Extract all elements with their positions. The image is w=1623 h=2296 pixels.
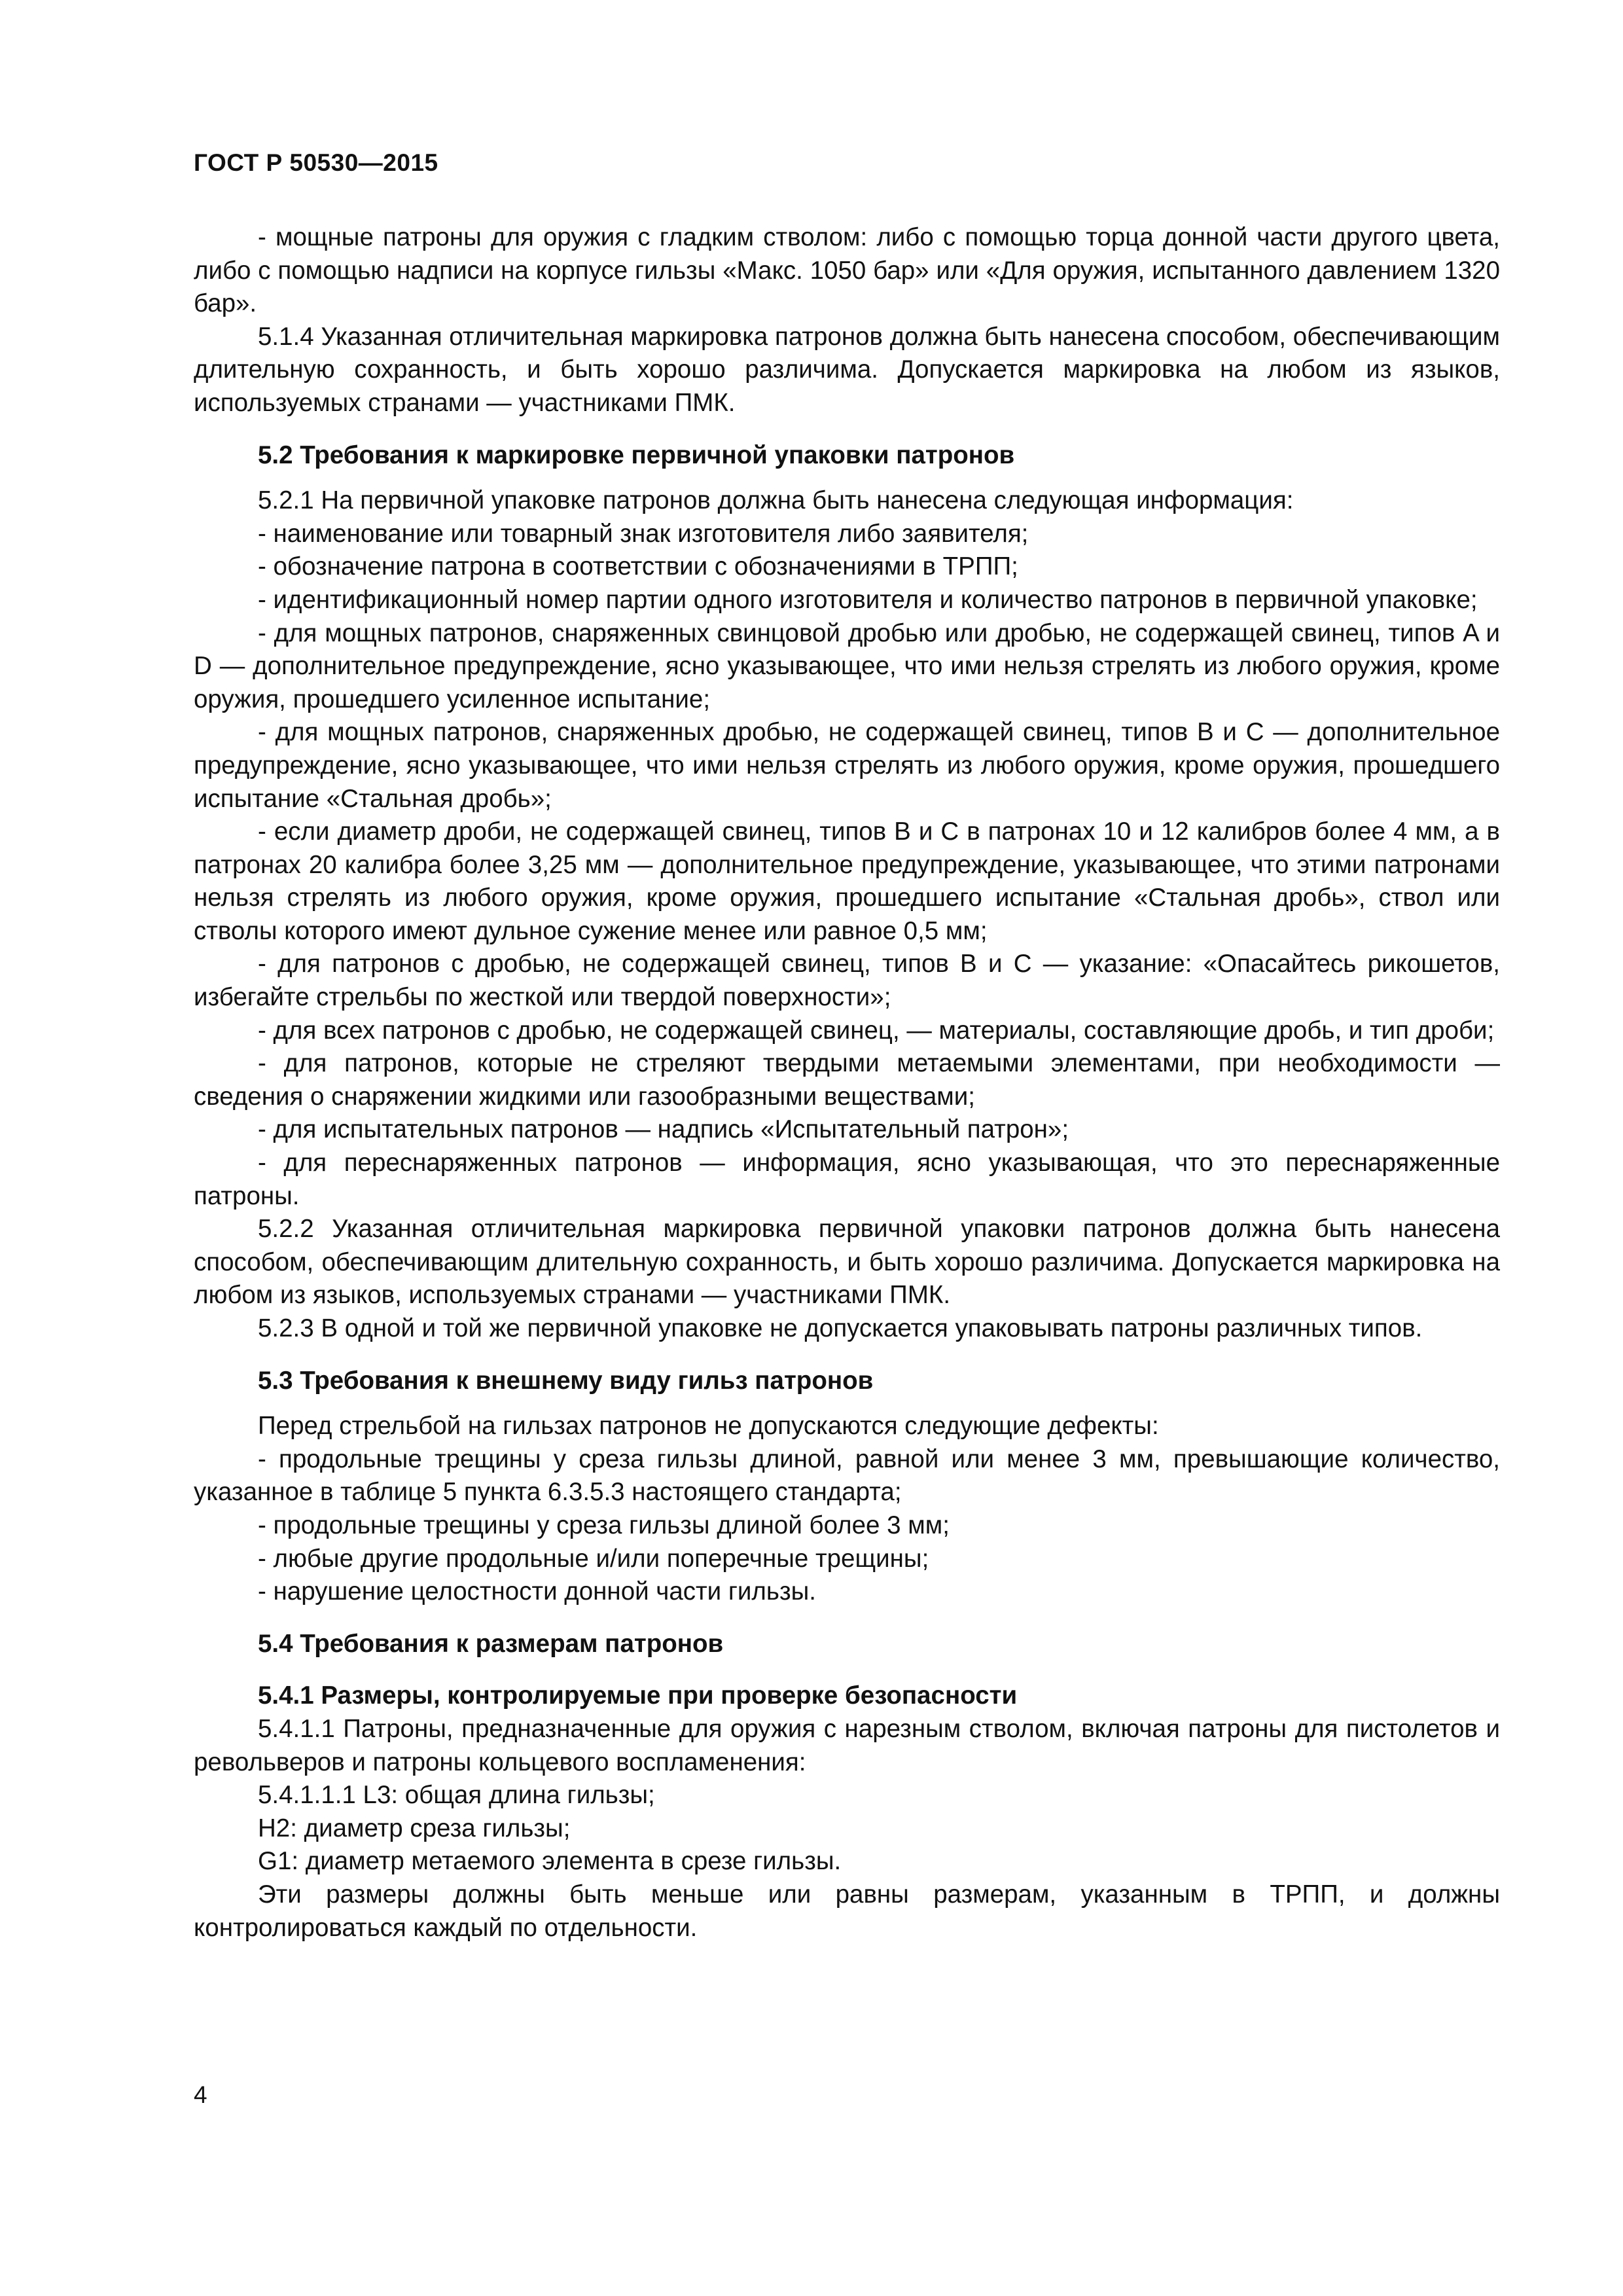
list-item: - для переснаряженных патронов — информация, ясно указывающая, что это переснаряженные патроны. — [194, 1149, 1500, 1210]
list-item: - идентификационный номер партии одного изготовителя и количество патронов в первичной упаковке; — [258, 585, 1478, 614]
paragraph: G1: диаметр метаемого элемента в срезе гильзы. — [258, 1847, 842, 1876]
list-item: - продольные трещины у среза гильзы длиной, равной или менее 3 мм, превышающие количество, указанное в таблице 5 пункта 6.3.5.3 настоящего стандарта; — [194, 1444, 1500, 1507]
list-item: - обозначение патрона в соответствии с обозначениями в ТРПП; — [258, 552, 1018, 581]
paragraph: 5.4.1.1 Патроны, предназначенные для оружия с нарезным стволом, включая патроны для пистолетов и револьверов и патроны кольцевого воспламенения: — [194, 1714, 1500, 1776]
paragraph: Перед стрельбой на гильзах патронов не допускаются следующие дефекты: — [258, 1412, 1159, 1441]
list-item: - наименование или товарный знак изготовителя либо заявителя; — [258, 519, 1029, 548]
list-item: - для испытательных патронов — надпись «Испытательный патрон»; — [258, 1115, 1069, 1144]
section-heading: 5.4 Требования к размерам патронов — [258, 1629, 724, 1658]
subsection-heading: 5.4.1 Размеры, контролируемые при проверке безопасности — [258, 1681, 1018, 1710]
document-code-header: ГОСТ Р 50530—2015 — [194, 149, 438, 176]
list-item: - если диаметр дроби, не содержащей свинец, типов B и C в патронах 10 и 12 калибров более 4 мм, а в патронах 20 калибра более 3,25 мм — дополнительное предупреждение, указывающее, что этими патронами нельзя стрелять из любого оружия, кроме оружия, прошедшего испытание «Стальная дробь», ствол или стволы которого имеют дульное сужение менее или равное 0,5 мм; — [194, 817, 1500, 945]
document-body — [194, 221, 1500, 1945]
paragraph: 5.2.3 В одной и той же первичной упаковке не допускается упаковывать патроны различных типов. — [258, 1314, 1423, 1342]
list-item: - нарушение целостности донной части гильзы. — [258, 1577, 816, 1606]
paragraph: 5.2.2 Указанная отличительная маркировка первичной упаковки патронов должна быть нанесена способом, обеспечивающим длительную сохранность, и быть хорошо различима. Допускается маркировка на любом из языков, используемых странами — участниками ПМК. — [194, 1215, 1500, 1310]
section-heading: 5.2 Требования к маркировке первичной упаковки патронов — [258, 440, 1015, 469]
page-number: 4 — [194, 2081, 207, 2108]
list-item: - продольные трещины у среза гильзы длиной более 3 мм; — [258, 1511, 950, 1539]
paragraph: Эти размеры должны быть меньше или равны размерам, указанным в ТРПП, и должны контролироваться каждый по отдельности. — [194, 1880, 1500, 1942]
paragraph: H2: диаметр среза гильзы; — [258, 1814, 571, 1842]
list-item: - для мощных патронов, снаряженных дробью, не содержащей свинец, типов B и C — дополнительное предупреждение, ясно указывающее, что ими нельзя стрелять из любого оружия, кроме оружия, прошедшего испытание «Стальная дробь»; — [194, 718, 1500, 813]
paragraph: 5.2.1 На первичной упаковке патронов должна быть нанесена следующая информация: — [258, 486, 1294, 515]
paragraph: 5.4.1.1.1 L3: общая длина гильзы; — [258, 1781, 655, 1810]
paragraph: - мощные патроны для оружия с гладким стволом: либо с помощью торца донной части другого цвета, либо с помощью надписи на корпусе гильзы «Макс. 1050 бар» или «Для оружия, испытанного давлением 1320 бар». — [194, 223, 1500, 318]
list-item: - любые другие продольные и/или поперечные трещины; — [258, 1544, 929, 1573]
list-item: - для патронов с дробью, не содержащей свинец, типов B и C — указание: «Опасайтесь рикошетов, избегайте стрельбы по жесткой или твердой поверхности»; — [194, 950, 1500, 1012]
list-item: - для всех патронов с дробью, не содержащей свинец, — материалы, составляющие дробь, и тип дроби; — [258, 1016, 1495, 1045]
paragraph: 5.1.4 Указанная отличительная маркировка патронов должна быть нанесена способом, обеспечивающим длительную сохранность, и быть хорошо различима. Допускается маркировка на любом из языков, используемых странами — участниками ПМК. — [194, 322, 1500, 417]
section-heading: 5.3 Требования к внешнему виду гильз патронов — [258, 1366, 874, 1395]
list-item: - для мощных патронов, снаряженных свинцовой дробью или дробью, не содержащей свинец, типов A и D — дополнительное предупреждение, ясно указывающее, что ими нельзя стрелять из любого оружия, кроме оружия, прошедшего усиленное испытание; — [194, 619, 1500, 713]
list-item: - для патронов, которые не стреляют твердыми метаемыми элементами, при необходимости — сведения о снаряжении жидкими или газообразными веществами; — [194, 1049, 1500, 1111]
